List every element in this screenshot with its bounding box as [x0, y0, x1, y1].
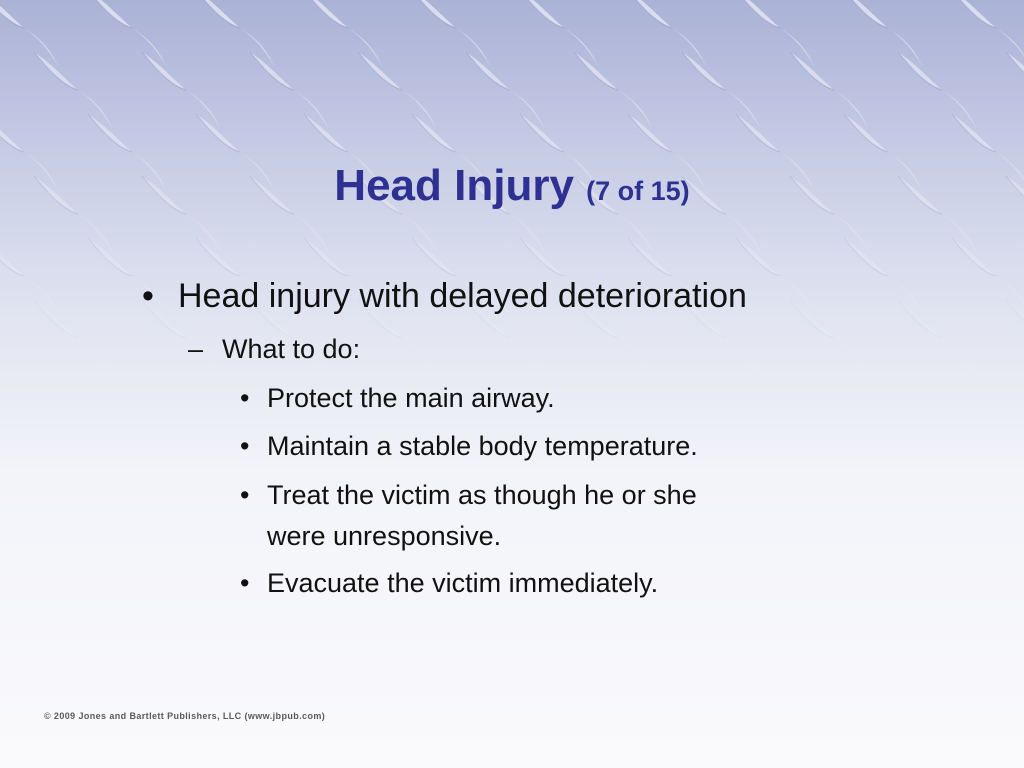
title-main: Head Injury: [334, 161, 574, 210]
level3-bullet: •: [240, 568, 250, 598]
level1-bullet: •: [142, 277, 154, 315]
level2-dash: –: [188, 334, 204, 364]
level3-bullet: •: [240, 383, 250, 413]
level3-item: Treat the victim as though he or she: [267, 480, 697, 510]
copyright-footer: © 2009 Jones and Bartlett Publishers, LLC (www.jbpub.com): [44, 711, 326, 721]
level3-bullet: •: [240, 480, 250, 510]
level3-bullet: •: [240, 431, 250, 461]
level3-item: Maintain a stable body temperature.: [267, 431, 698, 461]
level3-item: Evacuate the victim immediately.: [267, 568, 659, 598]
title-counter: (7 of 15): [586, 176, 690, 206]
level1-text: Head injury with delayed deterioration: [178, 277, 747, 315]
level3-item-continuation: were unresponsive.: [267, 521, 502, 551]
level3-item: Protect the main airway.: [267, 383, 555, 413]
level2-text: What to do:: [222, 334, 361, 364]
